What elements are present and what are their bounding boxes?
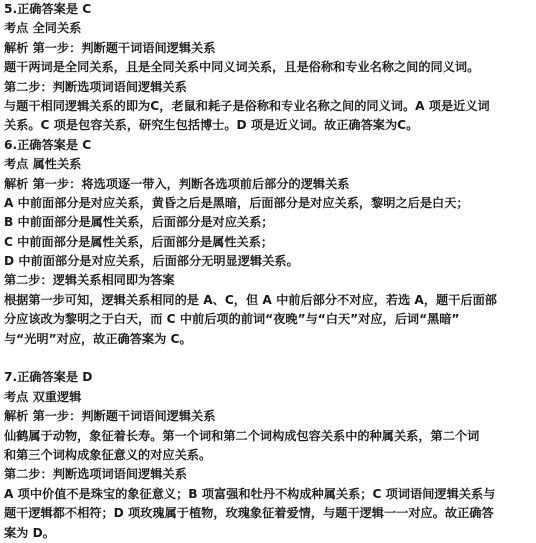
q6-option-a-analysis: A 中前面部分是对应关系，黄昏之后是黑暗，后面部分是对应关系，黎明之后是白天；: [4, 195, 469, 210]
q5-answer-heading: 5.正确答案是 C: [4, 2, 92, 16]
q7-analysis-text: 和第三个词构成象征意义的对应关系。: [4, 447, 212, 462]
q7-analysis-step1: 解析 第一步：判断题干词语间逻辑关系: [4, 409, 216, 424]
q5-topic: 考点 全同关系: [4, 21, 82, 36]
q7-topic: 考点 双重逻辑: [4, 389, 82, 404]
q7-analysis-step2: 第二步：判断选项词语间逻辑关系: [4, 467, 187, 482]
q6-topic: 考点 属性关系: [4, 157, 82, 172]
q6-answer-heading: 6.正确答案是 C: [4, 137, 92, 152]
q5-analysis-text: 与题干相同逻辑关系的即为C，老鼠和耗子是俗称和专业名称之间的同义词。A 项是近义词: [4, 98, 490, 113]
blank-line: [4, 349, 532, 368]
q5-analysis-text: 题干两词是全同关系，且是全同关系中同义词关系，且是俗称和专业名称之间的同义词。: [4, 60, 480, 75]
q6-option-d-analysis: D 中前面部分是对应关系，后面部分无明显逻辑关系。: [4, 254, 299, 269]
q7-analysis-text: A 项中价值不是珠宝的象征意义；B 项富强和牡丹不构成种属关系；C 项词语间逻辑关系与: [4, 486, 496, 501]
q6-analysis-text: 根据第一步可知，逻辑关系相同的是 A、C，但 A 中前后部分不对应，若选 A，题干后面部: [4, 292, 497, 307]
q5-analysis-text: 关系。C 项是包容关系，研究生包括博士。D 项是近义词。故正确答案为C。: [4, 118, 419, 133]
q6-option-c-analysis: C 中前面部分是属性关系，后面部分是属性关系；: [4, 234, 274, 249]
q7-answer-heading: 7.正确答案是 D: [4, 370, 93, 385]
q5-analysis-step1: 解析 第一步：判断题干词语间逻辑关系: [4, 40, 216, 55]
q7-analysis-text: 题干逻辑都不相符；D 项玫瑰属于植物，玫瑰象征着爱情，与题干逻辑一一对应。故正确答: [4, 506, 494, 521]
q6-option-b-analysis: B 中前面部分是属性关系，后面部分是对应关系；: [4, 215, 274, 230]
q7-analysis-text: 案为 D。: [4, 525, 55, 540]
answer-explanation-document: [4, 0, 532, 543]
q6-analysis-step1: 解析 第一步：将选项逐一带入，判断各选项前后部分的逻辑关系: [4, 176, 350, 191]
q6-analysis-text: 与“光明”对应，故正确答案为 C。: [4, 331, 192, 346]
q7-analysis-text: 仙鹤属于动物，象征着长寿。第一个词和第二个词构成包容关系中的种属关系，第二个词: [4, 428, 480, 443]
q5-analysis-step2: 第二步：判断选项词语间逻辑关系: [4, 79, 187, 94]
q6-analysis-text: 分应该改为黎明之于白天，而 C 中前后项的前词“夜晚”与“白天”对应，后词“黑暗”: [4, 312, 460, 327]
q6-analysis-step2: 第二步：逻辑关系相同即为答案: [4, 273, 175, 288]
